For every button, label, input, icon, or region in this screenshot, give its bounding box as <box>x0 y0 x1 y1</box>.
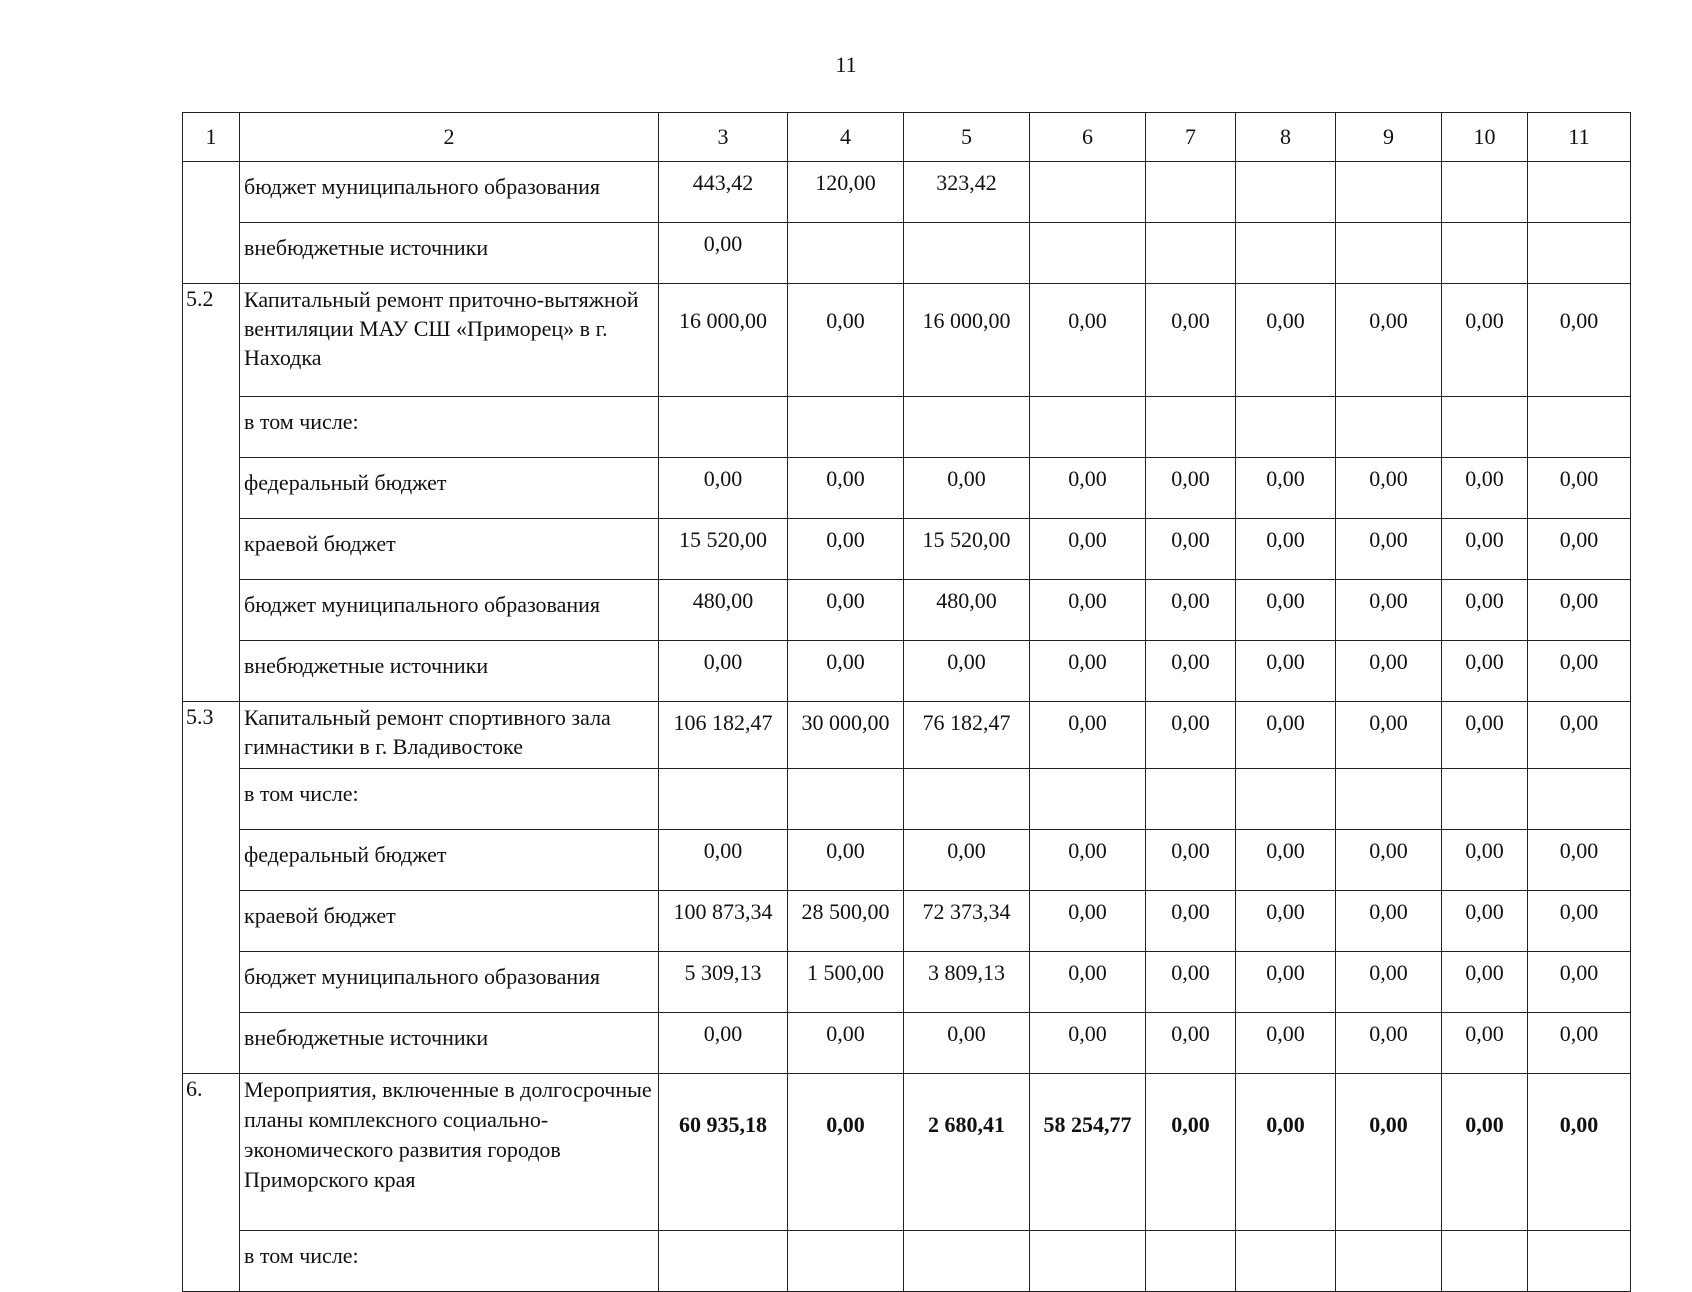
value-cell: 0,00 <box>1146 458 1236 519</box>
value-cell: 0,00 <box>1146 891 1236 952</box>
value-cell: 0,00 <box>1442 641 1528 702</box>
value-cell: 0,00 <box>1528 1013 1631 1074</box>
item-number <box>183 162 240 284</box>
value-cell <box>788 397 904 458</box>
value-cell: 0,00 <box>1236 641 1336 702</box>
column-header: 8 <box>1236 113 1336 162</box>
value-cell: 0,00 <box>1528 891 1631 952</box>
value-cell: 2 680,41 <box>904 1074 1030 1231</box>
item-number: 5.3 <box>183 702 240 1074</box>
value-cell: 0,00 <box>788 1074 904 1231</box>
value-cell: 0,00 <box>1146 702 1236 769</box>
row-label: краевой бюджет <box>240 519 659 580</box>
value-cell: 0,00 <box>1442 891 1528 952</box>
value-cell: 443,42 <box>659 162 788 223</box>
value-cell: 16 000,00 <box>659 284 788 397</box>
value-cell <box>1236 223 1336 284</box>
value-cell: 0,00 <box>1442 1013 1528 1074</box>
value-cell: 0,00 <box>1146 1074 1236 1231</box>
table-row <box>183 458 1631 519</box>
value-cell: 0,00 <box>1336 891 1442 952</box>
value-cell <box>904 1231 1030 1292</box>
value-cell: 5 309,13 <box>659 952 788 1013</box>
value-cell <box>1030 769 1146 830</box>
value-cell: 0,00 <box>1236 891 1336 952</box>
value-cell: 0,00 <box>788 519 904 580</box>
value-cell <box>904 223 1030 284</box>
value-cell <box>1442 769 1528 830</box>
value-cell: 480,00 <box>659 580 788 641</box>
value-cell: 0,00 <box>1442 952 1528 1013</box>
header-row <box>183 113 1631 162</box>
value-cell: 0,00 <box>1146 284 1236 397</box>
value-cell: 0,00 <box>1442 702 1528 769</box>
value-cell: 0,00 <box>1236 1013 1336 1074</box>
value-cell: 0,00 <box>1336 952 1442 1013</box>
value-cell: 15 520,00 <box>904 519 1030 580</box>
value-cell: 0,00 <box>1236 952 1336 1013</box>
value-cell <box>1030 397 1146 458</box>
value-cell: 15 520,00 <box>659 519 788 580</box>
value-cell: 0,00 <box>1030 830 1146 891</box>
value-cell <box>788 223 904 284</box>
value-cell: 0,00 <box>904 458 1030 519</box>
value-cell <box>1146 162 1236 223</box>
value-cell <box>1146 1231 1236 1292</box>
value-cell <box>1030 162 1146 223</box>
row-label: бюджет муниципального образования <box>240 580 659 641</box>
value-cell: 0,00 <box>788 830 904 891</box>
value-cell: 0,00 <box>1528 1074 1631 1231</box>
table-row <box>183 769 1631 830</box>
value-cell: 0,00 <box>1528 641 1631 702</box>
row-label: федеральный бюджет <box>240 458 659 519</box>
row-label: федеральный бюджет <box>240 830 659 891</box>
value-cell <box>1528 223 1631 284</box>
table-row <box>183 1074 1631 1231</box>
value-cell: 0,00 <box>1146 519 1236 580</box>
column-header: 6 <box>1030 113 1146 162</box>
value-cell: 0,00 <box>1336 284 1442 397</box>
table-row <box>183 162 1631 223</box>
value-cell <box>659 397 788 458</box>
value-cell: 0,00 <box>1336 580 1442 641</box>
value-cell: 0,00 <box>1030 1013 1146 1074</box>
table-row <box>183 891 1631 952</box>
row-label: бюджет муниципального образования <box>240 952 659 1013</box>
value-cell: 106 182,47 <box>659 702 788 769</box>
value-cell <box>1030 223 1146 284</box>
value-cell: 0,00 <box>1236 1074 1336 1231</box>
value-cell: 0,00 <box>659 223 788 284</box>
item-number: 6. <box>183 1074 240 1292</box>
value-cell: 16 000,00 <box>904 284 1030 397</box>
value-cell: 0,00 <box>1030 519 1146 580</box>
value-cell <box>1528 162 1631 223</box>
value-cell: 120,00 <box>788 162 904 223</box>
value-cell: 0,00 <box>1528 458 1631 519</box>
table-row <box>183 830 1631 891</box>
value-cell: 0,00 <box>1442 519 1528 580</box>
column-header: 5 <box>904 113 1030 162</box>
value-cell: 0,00 <box>1528 580 1631 641</box>
value-cell: 0,00 <box>1030 641 1146 702</box>
value-cell <box>1528 397 1631 458</box>
value-cell: 60 935,18 <box>659 1074 788 1231</box>
value-cell: 30 000,00 <box>788 702 904 769</box>
value-cell: 0,00 <box>1236 830 1336 891</box>
value-cell: 0,00 <box>1236 284 1336 397</box>
value-cell: 0,00 <box>1030 702 1146 769</box>
value-cell: 0,00 <box>1336 519 1442 580</box>
value-cell: 3 809,13 <box>904 952 1030 1013</box>
value-cell: 0,00 <box>1528 830 1631 891</box>
value-cell: 0,00 <box>1442 1074 1528 1231</box>
table-row <box>183 1013 1631 1074</box>
value-cell <box>1336 769 1442 830</box>
value-cell <box>788 769 904 830</box>
value-cell <box>904 769 1030 830</box>
value-cell <box>1236 162 1336 223</box>
table-row <box>183 397 1631 458</box>
value-cell: 0,00 <box>1236 458 1336 519</box>
value-cell: 0,00 <box>904 830 1030 891</box>
value-cell <box>1528 769 1631 830</box>
column-header: 3 <box>659 113 788 162</box>
value-cell: 0,00 <box>1146 952 1236 1013</box>
value-cell: 0,00 <box>1528 952 1631 1013</box>
value-cell: 0,00 <box>1442 458 1528 519</box>
item-number: 5.2 <box>183 284 240 702</box>
row-label: Мероприятия, включенные в долгосрочные планы комплексного социально-экономического развития городов Приморского края <box>240 1074 659 1231</box>
value-cell: 0,00 <box>1146 830 1236 891</box>
row-label: внебюджетные источники <box>240 223 659 284</box>
value-cell: 0,00 <box>1336 1013 1442 1074</box>
table-body <box>183 113 1631 1292</box>
value-cell: 28 500,00 <box>788 891 904 952</box>
table-row <box>183 952 1631 1013</box>
value-cell: 0,00 <box>788 1013 904 1074</box>
value-cell: 0,00 <box>1146 580 1236 641</box>
column-header: 11 <box>1528 113 1631 162</box>
row-label: в том числе: <box>240 769 659 830</box>
value-cell: 0,00 <box>1336 1074 1442 1231</box>
row-label: Капитальный ремонт приточно-вытяжной вентиляции МАУ СШ «Приморец» в г. Находка <box>240 284 659 397</box>
value-cell <box>1442 1231 1528 1292</box>
value-cell: 0,00 <box>1030 891 1146 952</box>
value-cell: 58 254,77 <box>1030 1074 1146 1231</box>
value-cell: 0,00 <box>1146 1013 1236 1074</box>
value-cell: 0,00 <box>1146 641 1236 702</box>
value-cell <box>1336 223 1442 284</box>
value-cell: 100 873,34 <box>659 891 788 952</box>
table-row <box>183 223 1631 284</box>
value-cell <box>1146 769 1236 830</box>
column-header: 7 <box>1146 113 1236 162</box>
value-cell: 0,00 <box>788 641 904 702</box>
column-header: 4 <box>788 113 904 162</box>
value-cell: 0,00 <box>1528 519 1631 580</box>
value-cell <box>1236 1231 1336 1292</box>
value-cell: 0,00 <box>1528 284 1631 397</box>
value-cell: 0,00 <box>788 580 904 641</box>
value-cell <box>1146 223 1236 284</box>
value-cell: 0,00 <box>1030 952 1146 1013</box>
value-cell: 72 373,34 <box>904 891 1030 952</box>
value-cell <box>1442 162 1528 223</box>
table-row <box>183 519 1631 580</box>
value-cell: 323,42 <box>904 162 1030 223</box>
value-cell <box>904 397 1030 458</box>
value-cell: 1 500,00 <box>788 952 904 1013</box>
row-label: внебюджетные источники <box>240 641 659 702</box>
value-cell <box>1236 769 1336 830</box>
value-cell: 0,00 <box>1030 284 1146 397</box>
row-label: Капитальный ремонт спортивного зала гимнастики в г. Владивостоке <box>240 702 659 769</box>
row-label: краевой бюджет <box>240 891 659 952</box>
column-header: 2 <box>240 113 659 162</box>
value-cell: 0,00 <box>788 284 904 397</box>
value-cell: 0,00 <box>1442 830 1528 891</box>
page-number: 11 <box>835 52 857 77</box>
value-cell <box>1442 397 1528 458</box>
value-cell <box>788 1231 904 1292</box>
value-cell <box>1236 397 1336 458</box>
value-cell: 0,00 <box>1442 580 1528 641</box>
column-header: 9 <box>1336 113 1442 162</box>
budget-table <box>182 112 1631 1292</box>
row-label: бюджет муниципального образования <box>240 162 659 223</box>
value-cell: 0,00 <box>1336 830 1442 891</box>
value-cell: 0,00 <box>1528 702 1631 769</box>
table-row <box>183 702 1631 769</box>
table-row <box>183 284 1631 397</box>
table-row <box>183 580 1631 641</box>
value-cell: 0,00 <box>659 641 788 702</box>
row-label: внебюджетные источники <box>240 1013 659 1074</box>
value-cell: 0,00 <box>1030 458 1146 519</box>
value-cell: 76 182,47 <box>904 702 1030 769</box>
value-cell: 480,00 <box>904 580 1030 641</box>
value-cell <box>1336 1231 1442 1292</box>
value-cell <box>1528 1231 1631 1292</box>
column-header: 1 <box>183 113 240 162</box>
value-cell: 0,00 <box>904 1013 1030 1074</box>
value-cell: 0,00 <box>904 641 1030 702</box>
value-cell: 0,00 <box>659 458 788 519</box>
value-cell: 0,00 <box>1442 284 1528 397</box>
value-cell: 0,00 <box>659 1013 788 1074</box>
table-row <box>183 1231 1631 1292</box>
value-cell: 0,00 <box>1236 519 1336 580</box>
row-label: в том числе: <box>240 397 659 458</box>
value-cell: 0,00 <box>1030 580 1146 641</box>
value-cell <box>659 769 788 830</box>
value-cell <box>659 1231 788 1292</box>
value-cell: 0,00 <box>1336 458 1442 519</box>
value-cell: 0,00 <box>1236 580 1336 641</box>
value-cell <box>1442 223 1528 284</box>
value-cell: 0,00 <box>1236 702 1336 769</box>
value-cell <box>1336 397 1442 458</box>
column-header: 10 <box>1442 113 1528 162</box>
row-label: в том числе: <box>240 1231 659 1292</box>
value-cell: 0,00 <box>1336 702 1442 769</box>
value-cell <box>1030 1231 1146 1292</box>
value-cell: 0,00 <box>788 458 904 519</box>
value-cell: 0,00 <box>1336 641 1442 702</box>
value-cell <box>1336 162 1442 223</box>
value-cell <box>1146 397 1236 458</box>
table-row <box>183 641 1631 702</box>
value-cell: 0,00 <box>659 830 788 891</box>
